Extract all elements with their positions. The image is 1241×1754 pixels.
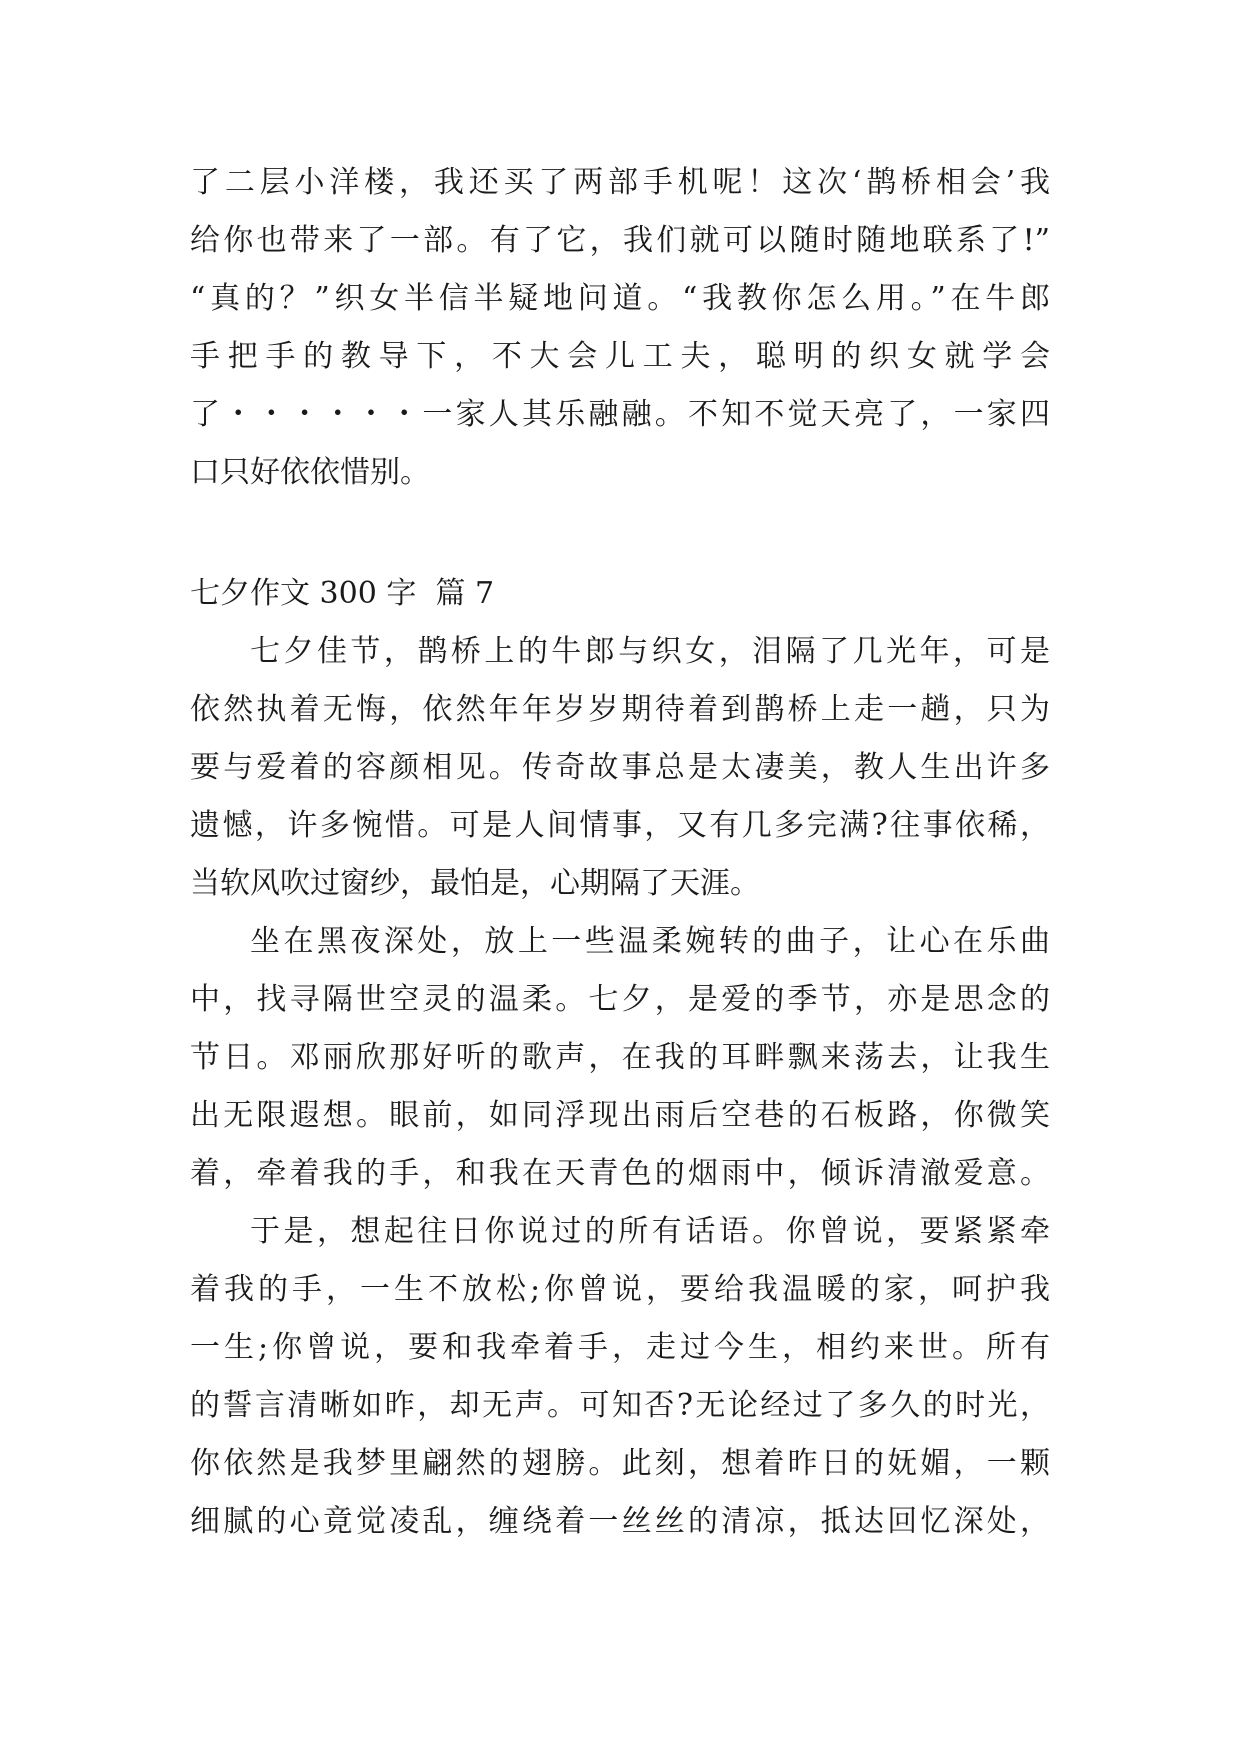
paragraph-line: 着，牵着我的手，和我在天青色的烟雨中，倾诉清澈爱意。 [190, 1156, 1050, 1191]
paragraph-line: 给你也带来了一部。有了它，我们就可以随时随地联系了!” [190, 223, 1050, 258]
paragraph-first-line: 七夕佳节，鹊桥上的牛郎与织女，泪隔了几光年，可是 [250, 634, 1050, 669]
section-heading: 七夕作文 300 字 篇 7 [190, 576, 495, 611]
paragraph-line: 口只好依依惜别。 [190, 455, 430, 490]
paragraph-line: 当软风吹过窗纱，最怕是，心期隔了天涯。 [190, 866, 760, 901]
paragraph-line: “真的？”织女半信半疑地问道。“我教你怎么用。”在牛郎 [190, 281, 1050, 316]
paragraph-first-line: 于是，想起往日你说过的所有话语。你曾说，要紧紧牵 [250, 1214, 1050, 1249]
paragraph-first-line: 坐在黑夜深处，放上一些温柔婉转的曲子，让心在乐曲 [250, 924, 1050, 959]
paragraph-line: 依然执着无悔，依然年年岁岁期待着到鹊桥上走一趟，只为 [190, 692, 1050, 727]
paragraph-line: 一生;你曾说，要和我牵着手，走过今生，相约来世。所有 [190, 1330, 1050, 1365]
paragraph-line: 遗憾，许多惋惜。可是人间情事，又有几多完满?往事依稀， [190, 808, 1050, 843]
paragraph-line: 的誓言清晰如昨，却无声。可知否?无论经过了多久的时光， [190, 1388, 1050, 1423]
paragraph-line: 了二层小洋楼，我还买了两部手机呢！这次‘鹊桥相会’我 [190, 165, 1050, 200]
paragraph-line: 着我的手，一生不放松;你曾说，要给我温暖的家，呵护我 [190, 1272, 1050, 1307]
paragraph-line: 节日。邓丽欣那好听的歌声，在我的耳畔飘来荡去，让我生 [190, 1040, 1050, 1075]
paragraph-line: 你依然是我梦里翩然的翅膀。此刻，想着昨日的妩媚，一颗 [190, 1446, 1050, 1481]
paragraph-line: 出无限遐想。眼前，如同浮现出雨后空巷的石板路，你微笑 [190, 1098, 1050, 1133]
paragraph-line: 手把手的教导下，不大会儿工夫，聪明的织女就学会 [190, 339, 1050, 374]
paragraph-line: 中，找寻隔世空灵的温柔。七夕，是爱的季节，亦是思念的 [190, 982, 1050, 1017]
paragraph-line: 细腻的心竟觉凌乱，缠绕着一丝丝的清凉，抵达回忆深处， [190, 1504, 1050, 1539]
paragraph-line: 了・・・・・・一家人其乐融融。不知不觉天亮了，一家四 [190, 397, 1050, 432]
paragraph-line: 要与爱着的容颜相见。传奇故事总是太凄美，教人生出许多 [190, 750, 1050, 785]
